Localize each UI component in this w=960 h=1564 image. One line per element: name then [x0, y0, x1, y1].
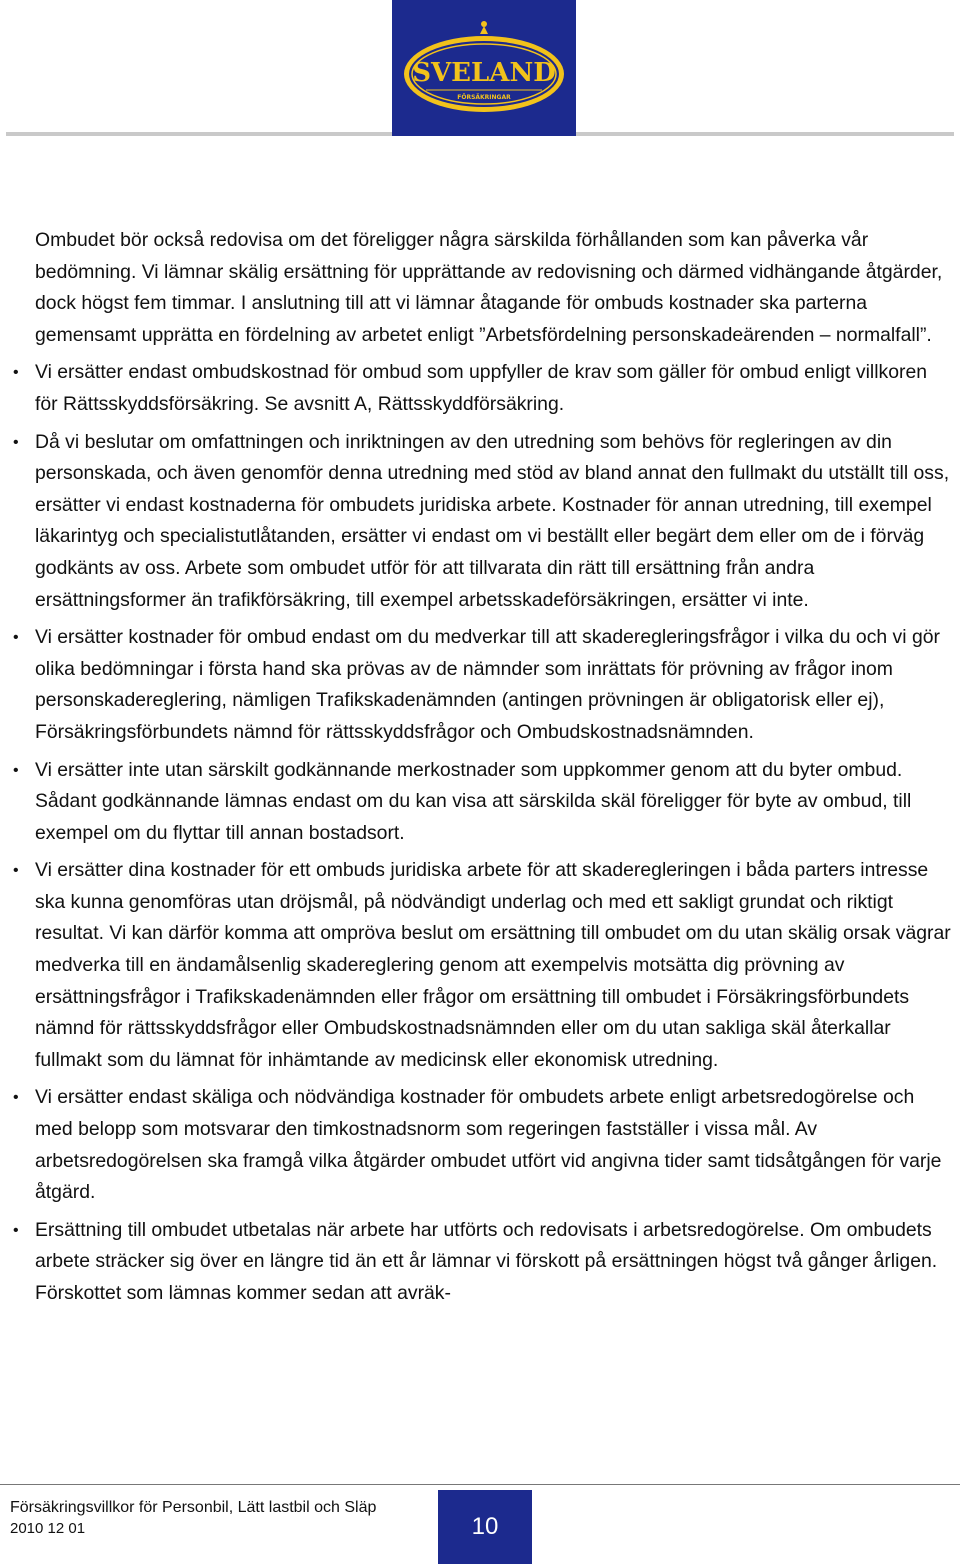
page-number: 10 [471, 1513, 499, 1540]
bullet-glyph: • [13, 1089, 19, 1107]
list-item [13, 855, 955, 1076]
footer-date: 2010 12 01 [10, 1520, 86, 1537]
bullet-glyph: • [13, 1221, 19, 1239]
bullet-list [13, 357, 955, 1309]
list-item [13, 1215, 955, 1310]
list-item [13, 357, 955, 420]
bullet-glyph: • [13, 629, 19, 647]
bullet-glyph: • [13, 862, 19, 880]
list-item [13, 755, 955, 850]
footer-divider [0, 1484, 960, 1485]
list-item-text: Vi ersätter endast ombudskostnad för ombud som uppfyller de krav som gäller för ombud enligt villkoren för Rättsskyddsförsäkring. Se avsnitt A, Rättsskyddförsäkring. [35, 361, 928, 415]
list-item [13, 427, 955, 617]
sveland-logo-graphic [392, 0, 576, 136]
logo-wordmark: SVELAND [412, 58, 556, 88]
list-item [13, 622, 955, 748]
list-item-text: Då vi beslutar om omfattningen och inriktningen av den utredning som behövs för regleringen av din personskada, och även genomför denna utredning med stöd av bland annat den fullmakt du utställt till oss, ersätter vi endast kostnaderna för ombudets juridiska arbete. Kostnader för annan utredning, till exempel läkarintyg och specialistutlåtanden, ersätter vi endast om vi beställt eller begärt dem eller om de i förväg godkänts av oss. Arbete som ombudet utför för att tillvarata din rätt till ersättning från andra ersättningsformer än trafikförsäkring, till exempel arbetsskadeförsäkringen, ersätter vi inte. [35, 430, 950, 611]
list-item-text: Vi ersätter endast skäliga och nödvändiga kostnader för ombudets arbete enligt arbetsredogörelse och med belopp som motsvarar den timkostnadsnorm som regeringen fastställer i vissa mål. Av arbetsredogörelsen ska framgå vilka åtgärder ombudet utfört vid angivna tider samt tidsåtgången för varje åtgärd. [35, 1086, 942, 1204]
bullet-glyph: • [13, 761, 19, 779]
list-item-text: Vi ersätter kostnader för ombud endast om du medverkar till att skaderegleringsfrågor i vilka du och vi gör olika bedömningar i första hand ska prövas av de nämnder som inrättats för prövning av frågor inom personskadereglering, nämligen Trafikskadenämnden (antingen prövningen är obligatorisk eller ej), Försäkringsförbundets nämnd för rättsskyddsfrågor och Ombudskostnadsnämnden. [35, 626, 940, 743]
document-body [13, 225, 955, 1316]
list-item-text: Ersättning till ombudet utbetalas när arbete har utförts och redovisats i arbetsredogörelse. Om ombudets arbete sträcker sig över en längre tid än ett år lämnar vi förskott på ersättningen högst två gånger årligen. Förskottet som lämnas kommer sedan att avräk- [35, 1218, 938, 1304]
logo-subtext: FÖRSÄKRINGAR [457, 94, 511, 101]
footer-title: Försäkringsvillkor för Personbil, Lätt lastbil och Släp [10, 1499, 377, 1516]
sveland-logo [392, 0, 576, 136]
list-item-text: Vi ersätter dina kostnader för ett ombuds juridiska arbete för att skaderegleringen i båda parters intresse ska kunna genomföras utan dröjsmål, på nödvändigt underlag och med ett sakligt grundat och riktigt resultat. Vi kan därför komma att ompröva beslut om ersättning till ombudet om du utan skälig orsak vägrar medverka till en ändamålsenlig skadereglering genom att exempelvis motsätta dig prövning av ersättningsfrågor i Trafikskadenämnden eller frågor om ersättning till ombudet i Försäkringsförbundets nämnd för rättsskyddsfrågor eller Ombudskostnadsnämnden eller om du utan sakliga skäl återkallar fullmakt som du lämnat för inhämtande av medicinsk eller ekonomisk utredning. [35, 859, 951, 1071]
page-number-box [438, 1490, 532, 1564]
bullet-glyph: • [13, 433, 19, 451]
intro-paragraph: Ombudet bör också redovisa om det föreligger några särskilda förhållanden som kan påverka vår bedömning. Vi lämnar skälig ersättning för upprättande av redovisning och därmed vidhängande åtgärder, dock högst fem timmar. I anslutning till att vi lämnar åtagande för ombuds kostnader ska parterna gemensamt upprätta en fördelning av arbetet enligt ”Arbetsfördelning personskadeärenden – normalfall”. [35, 229, 943, 346]
bullet-glyph: • [13, 364, 19, 382]
list-item [13, 1082, 955, 1208]
list-item-text: Vi ersätter inte utan särskilt godkännande merkostnader som uppkommer genom att du byter ombud. Sådant godkännande lämnas endast om du kan visa att särskilda skäl föreligger för byte av ombud, till exempel om du flyttar till annan bostadsort. [35, 758, 912, 844]
